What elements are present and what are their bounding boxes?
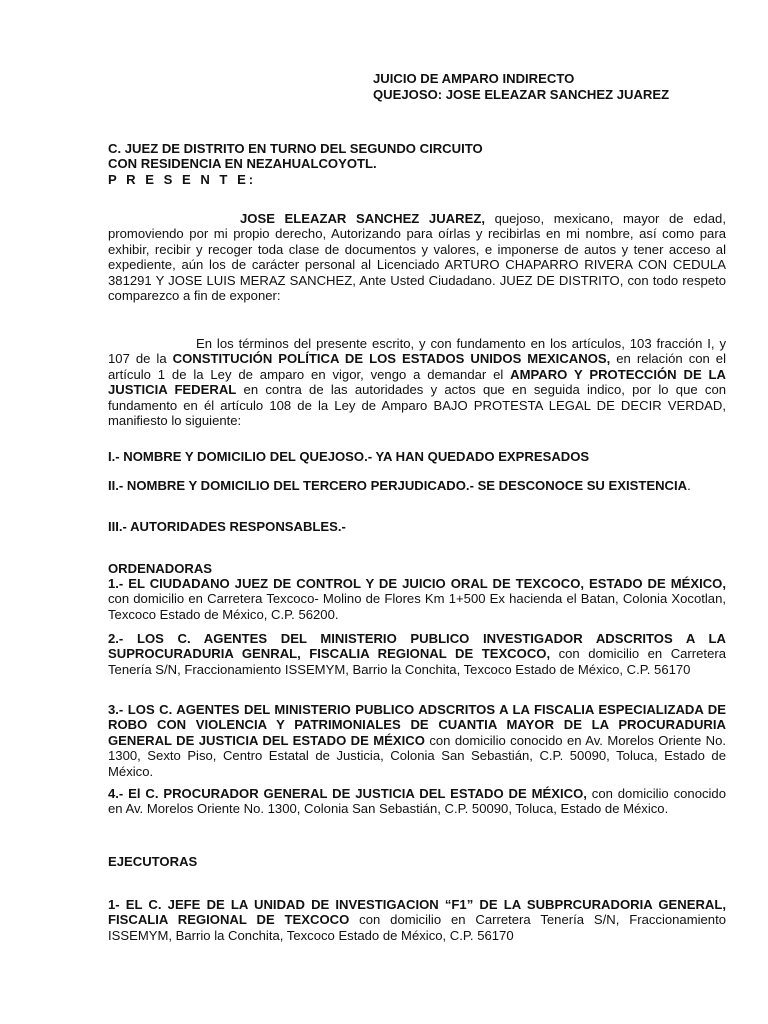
ordenadora-4-authority: 4.- El C. PROCURADOR GENERAL DE JUSTICIA DEL ESTADO DE MÉXICO, [108,786,587,801]
ordenadora-2-address: con domicilio en Carretera Tenería S/N, Fraccionamiento ISSEMYM, Barrio la Conchita, Texcoco Estado de México, C.P. 56170 [108,646,726,677]
intro-text: quejoso, mexicano, mayor de edad, promoviendo por mi propio derecho, Autorizando para oírlas y recibirlas en mi nombre, así como para exhibir, recibir y recoger toda clase de documentos y valores, e imponerse de autos y tener acceso al expediente, aún los de carácter personal al Licenciado ARTURO CHAPARRO RIVERA CON CEDULA 381291 Y JOSE LUIS MERAZ SANCHEZ, Ante Usted Ciudadano. JUEZ DE DISTRITO, con todo respeto comparezco a fin de exponer: [108,211,726,304]
intro-paragraph [108,211,726,303]
section-1-heading: I.- NOMBRE Y DOMICILIO DEL QUEJOSO.- YA HAN QUEDADO EXPRESADOS [108,449,590,464]
ejecutora-item-1 [108,897,726,943]
ordenadora-item-3 [108,702,726,779]
addressee-line-1: C. JUEZ DE DISTRITO EN TURNO DEL SEGUNDO CIRCUITO [108,141,483,156]
amparo-request: AMPARO Y PROTECCIÓN DE LA JUSTICIA FEDERAL [108,366,726,398]
ordenadora-3-address: con domicilio conocido en Av. Morelos Oriente No. 1300, Sexto Piso, Centro Estatal de Justicia, Colonia San Sebastián, C.P. 50090, Toluca, Estado de México. [108,732,727,779]
ordenadora-3-authority: 3.- LOS C. AGENTES DEL MINISTERIO PUBLICO ADSCRITOS A LA FISCALIA ESPECIALIZADA DE ROBO CON VIOLENCIA Y PATRIMONIALES DE CUANTIA MAYOR DE LA PROCURADURIA GENERAL DE JUSTICIA DEL ESTADO DE MÉXICO [108,702,726,748]
addressee-block [108,141,726,187]
ordenadora-1-address: con domicilio en Carretera Texcoco- Molino de Flores Km 1+500 Ex hacienda el Batan, Colonia Xocotlan, Texcoco Estado de México, C.P. 56200. [108,591,726,622]
section-2-heading [108,478,726,493]
ejecutora-1-address: con domicilio en Carretera Tenería S/N, Fraccionamiento ISSEMYM, Barrio la Conchita, Texcoco Estado de México, C.P. 56170 [108,912,727,943]
ordenadora-4-address: con domicilio conocido en Av. Morelos Oriente No. 1300, Colonia San Sebastián, C.P. 50090, Toluca, Estado de México. [108,786,726,817]
ordenadora-item-1 [108,576,726,622]
section-2-text: II.- NOMBRE Y DOMICILIO DEL TERCERO PERJUDICADO.- SE DESCONOCE SU EXISTENCIA [108,478,688,493]
terms-text-3: en contra de las autoridades y actos que en seguida indico, por lo que con fundamento en él artículo 108 de la Ley de Amparo BAJO PROTESTA LEGAL DE DECIR VERDAD, manifiesto lo siguiente: [108,382,727,429]
ejecutoras-heading: EJECUTORAS [108,854,198,869]
section-3-heading: III.- AUTORIDADES RESPONSABLES.- [108,519,346,534]
plaintiff-line: QUEJOSO: JOSE ELEAZAR SANCHEZ JUAREZ [373,86,670,102]
terms-text-2: en relación con el artículo 1 de la Ley de amparo en vigor, vengo a demandar el [108,351,727,382]
ejecutora-1-authority: 1- EL C. JEFE DE LA UNIDAD DE INVESTIGACION “F1” DE LA SUBPRCURADORIA GENERAL, FISCALIA REGIONAL DE TEXCOCO [108,897,726,928]
section-2-period: . [687,478,691,493]
ordenadoras-heading: ORDENADORAS [108,561,213,576]
ordenadora-2-authority: 2.- LOS C. AGENTES DEL MINISTERIO PUBLICO INVESTIGADOR ADSCRITOS A LA SUPROCURADURIA GENRAL, FISCALIA REGIONAL DE TEXCOCO, [108,631,726,662]
ordenadora-1-authority: 1.- EL CIUDADANO JUEZ DE CONTROL Y DE JUICIO ORAL DE TEXCOCO, ESTADO DE MÉXICO, [108,576,726,591]
addressee-line-3: P R E S E N T E: [108,171,257,187]
plaintiff-name: JOSE ELEAZAR SANCHEZ JUAREZ, [240,211,485,226]
ordenadora-item-4 [108,786,726,817]
constitution-reference: CONSTITUCIÓN POLÍTICA DE LOS ESTADOS UNIDOS MEXICANOS, [172,351,611,367]
case-header [373,71,669,102]
ordenadora-item-2 [108,631,726,677]
terms-paragraph [108,336,726,428]
addressee-line-2: CON RESIDENCIA EN NEZAHUALCOYOTL. [108,156,377,172]
terms-text-1: En los términos del presente escrito, y con fundamento en los artículos, 103 fracción I, y 107 de la [108,336,726,367]
case-type: JUICIO DE AMPARO INDIRECTO [373,71,575,86]
